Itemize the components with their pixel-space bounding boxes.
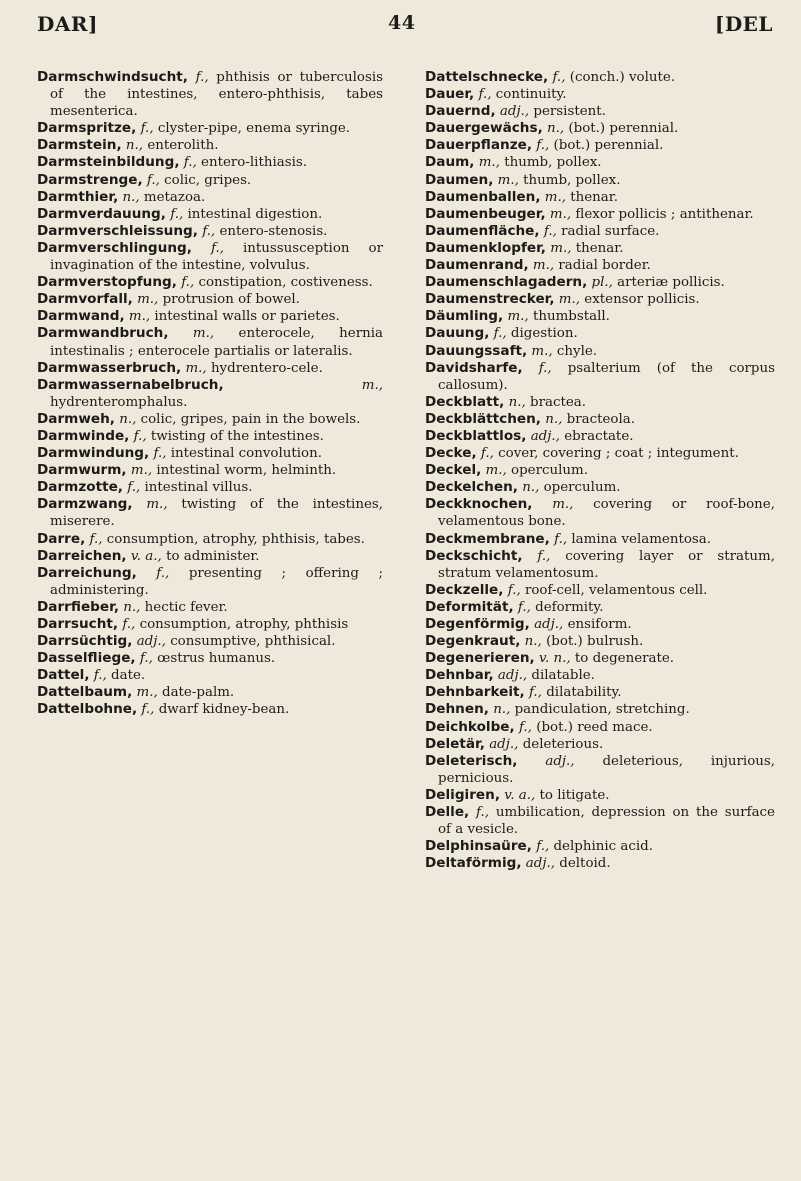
running-header-left: DAR] (37, 12, 98, 36)
entry-definition: flexor pollicis ; antithenar. (575, 206, 754, 222)
dictionary-entry (425, 616, 775, 633)
entry-headword: Darreichung, (37, 564, 137, 581)
entry-definition: lamina velamentosa. (571, 531, 712, 547)
entry-part-of-speech: adj., (136, 634, 166, 650)
dictionary-entry (425, 701, 775, 718)
entry-headword: Dattel, (37, 667, 90, 684)
dictionary-entry (37, 411, 383, 428)
entry-definition: psalterium (of the corpus callosum). (438, 360, 775, 393)
entry-part-of-speech: v. a., (504, 787, 536, 803)
entry-headword: Dehnbarkeit, (425, 684, 525, 701)
dictionary-entry (425, 86, 775, 103)
entry-definition: constipation, costiveness. (198, 275, 373, 291)
entry-part-of-speech: f., (537, 548, 551, 564)
entry-definition: entero-stenosis. (219, 223, 328, 239)
entry-definition: intestinal convolution. (170, 446, 322, 462)
entry-headword: Deckel, (425, 462, 482, 479)
dictionary-entry (425, 736, 775, 753)
entry-headword: Dauungssaft, (425, 342, 528, 359)
dictionary-entry (37, 137, 383, 154)
entry-part-of-speech: adj., (545, 753, 575, 769)
entry-part-of-speech: n., (522, 480, 540, 496)
entry-definition: to litigate. (539, 787, 610, 803)
entry-headword: Deleterisch, (425, 752, 518, 769)
entry-part-of-speech: adj., (530, 428, 560, 444)
entry-headword: Dasselfliege, (37, 650, 136, 667)
entry-part-of-speech: adj., (497, 668, 528, 684)
entry-part-of-speech: f., (536, 138, 550, 154)
dictionary-entry (37, 69, 383, 120)
dictionary-entry (37, 291, 383, 308)
entry-headword: Darreichen, (37, 547, 127, 564)
entry-headword: Darrsucht, (37, 616, 119, 632)
left-column (37, 69, 383, 719)
entry-part-of-speech: f., (89, 531, 103, 547)
entry-headword: Dattelbohne, (37, 701, 138, 718)
entry-part-of-speech: f., (210, 240, 224, 256)
entry-part-of-speech: n., (547, 121, 565, 137)
dictionary-entry (425, 667, 775, 684)
entry-definition: enterolith. (147, 138, 219, 154)
entry-headword: Deltaförmig, (425, 855, 522, 872)
entry-definition: cover, covering ; coat ; integument. (498, 446, 739, 462)
entry-headword: Däumling, (425, 308, 504, 325)
entry-headword: Daumenrand, (425, 257, 529, 274)
entry-headword: Darmverschlingung, (37, 239, 192, 256)
entry-definition: deformity. (535, 599, 604, 615)
right-column (425, 69, 775, 872)
dictionary-entry (37, 325, 383, 359)
entry-part-of-speech: f., (478, 87, 492, 103)
entry-definition: date. (111, 668, 146, 684)
entry-definition: ebractate. (564, 428, 634, 444)
entry-headword: Darmthier, (37, 188, 119, 205)
entry-part-of-speech: n., (125, 138, 144, 154)
entry-headword: Darmwurm, (37, 462, 127, 479)
entry-part-of-speech: f., (181, 275, 195, 291)
entry-definition: bracteola. (566, 411, 635, 427)
entry-headword: Dattelschnecke, (425, 69, 549, 85)
entry-part-of-speech: f., (518, 719, 532, 735)
entry-headword: Darrfieber, (37, 598, 119, 615)
dictionary-entry (425, 223, 775, 240)
entry-definition: intestinal worm, helminth. (156, 463, 337, 479)
dictionary-entry (425, 462, 775, 479)
entry-part-of-speech: adj., (525, 856, 556, 872)
entry-part-of-speech: m., (185, 360, 207, 376)
dictionary-entry (425, 633, 775, 650)
entry-part-of-speech: f., (476, 805, 490, 821)
entry-headword: Daumen, (425, 171, 494, 188)
entry-part-of-speech: f., (127, 480, 141, 496)
dictionary-entry (37, 496, 383, 530)
dictionary-entry (425, 172, 775, 189)
entry-part-of-speech: f., (507, 582, 521, 598)
dictionary-entry (37, 240, 383, 274)
dictionary-entry (37, 172, 383, 189)
entry-definition: deleterious, injurious, pernicious. (438, 753, 776, 786)
page-number: 44 (388, 12, 416, 34)
entry-headword: Deckelchen, (425, 479, 518, 496)
entry-definition: pandiculation, stretching. (514, 702, 690, 718)
entry-headword: Daumenfläche, (425, 222, 540, 239)
dictionary-entry (37, 445, 383, 462)
entry-part-of-speech: f., (133, 428, 147, 444)
entry-part-of-speech: m., (507, 309, 529, 325)
entry-part-of-speech: adj., (534, 617, 564, 632)
dictionary-entry (37, 120, 383, 137)
entry-headword: Dauer, (425, 86, 475, 103)
entry-part-of-speech: f., (538, 360, 552, 376)
entry-definition: dwarf kidney-bean. (158, 702, 290, 718)
entry-part-of-speech: f., (536, 839, 550, 855)
entry-part-of-speech: f., (93, 668, 107, 684)
entry-part-of-speech: f., (543, 223, 557, 239)
entry-definition: ensiform. (567, 617, 632, 632)
dictionary-entry (425, 684, 775, 701)
entry-definition: (conch.) volute. (569, 70, 676, 85)
entry-headword: Dehnbar, (425, 667, 494, 684)
entry-part-of-speech: f., (170, 206, 184, 222)
entry-headword: Darmspritze, (37, 120, 137, 137)
entry-headword: Dattelbaum, (37, 684, 133, 701)
entry-definition: deltoid. (559, 856, 611, 872)
entry-part-of-speech: m., (532, 258, 555, 274)
entry-definition: œstrus humanus. (157, 651, 276, 667)
dictionary-entry (37, 599, 383, 616)
entry-headword: Daumenballen, (425, 188, 541, 205)
running-header-right: [DEL (714, 12, 773, 36)
dictionary-entry (37, 633, 383, 650)
entry-definition: consumption, atrophy, phthisis (139, 617, 349, 632)
entry-definition: (bot.) perennial. (568, 121, 679, 137)
entry-definition: continuity. (495, 87, 567, 103)
entry-part-of-speech: f., (156, 565, 170, 581)
entry-definition: thumbstall. (532, 309, 610, 325)
entry-part-of-speech: m., (478, 155, 500, 171)
entry-definition: thenar. (575, 240, 624, 256)
entry-definition: intestinal digestion. (187, 206, 323, 222)
entry-definition: (bot.) perennial. (553, 138, 664, 154)
entry-headword: Degenkraut, (425, 633, 521, 650)
entry-part-of-speech: f., (183, 155, 197, 171)
entry-part-of-speech: m., (128, 309, 151, 325)
entry-definition: hectic fever. (144, 599, 228, 615)
entry-part-of-speech: n., (524, 634, 542, 650)
entry-headword: Daumenschlagadern, (425, 274, 588, 291)
dictionary-entry (37, 308, 383, 325)
entry-headword: Daum, (425, 154, 475, 171)
entry-part-of-speech: m., (361, 377, 383, 393)
entry-part-of-speech: n., (545, 411, 563, 427)
entry-definition: clyster-pipe, enema syringe. (157, 121, 351, 137)
entry-part-of-speech: m., (485, 463, 507, 479)
dictionary-entry (425, 548, 775, 582)
entry-headword: Deckschicht, (425, 547, 523, 564)
dictionary-entry (425, 479, 775, 496)
entry-definition: (bot.) reed mace. (536, 719, 653, 735)
entry-part-of-speech: m., (130, 463, 153, 479)
entry-headword: Darmwand, (37, 308, 125, 325)
entry-definition: arteriæ pollicis. (617, 275, 725, 291)
entry-headword: Dauergewächs, (425, 120, 543, 137)
entry-part-of-speech: f., (140, 121, 154, 137)
entry-part-of-speech: f., (139, 651, 153, 667)
entry-definition: dilatable. (531, 668, 595, 684)
dictionary-entry (425, 582, 775, 599)
entry-part-of-speech: f., (528, 685, 542, 701)
dictionary-entry (425, 69, 775, 86)
entry-headword: Dauung, (425, 325, 490, 342)
entry-headword: Delle, (425, 804, 470, 821)
dictionary-entry (425, 103, 775, 120)
entry-definition: enterocele, hernia intestinalis ; enterocele partialis or lateralis. (50, 326, 383, 359)
entry-part-of-speech: pl., (591, 275, 613, 291)
entry-definition: persistent. (533, 104, 606, 120)
entry-definition: delphinic acid. (553, 839, 653, 855)
entry-headword: Darrsüchtig, (37, 633, 133, 650)
entry-definition: date-palm. (162, 685, 235, 701)
dictionary-entry (37, 189, 383, 206)
entry-part-of-speech: f., (195, 70, 209, 85)
entry-definition: consumption, atrophy, phthisis, tabes. (106, 531, 365, 547)
dictionary-entry (425, 428, 775, 445)
dictionary-entry (425, 445, 775, 462)
entry-part-of-speech: m., (552, 497, 574, 513)
entry-headword: Deformität, (425, 598, 514, 615)
entry-part-of-speech: f., (122, 617, 136, 632)
dictionary-entry (37, 667, 383, 684)
entry-headword: Decke, (425, 445, 477, 462)
entry-headword: Dauerpflanze, (425, 137, 533, 154)
entry-definition: umbilication, depression on the surface of a vesicle. (438, 805, 775, 838)
entry-headword: Deckblattlos, (425, 427, 527, 444)
dictionary-entry (425, 291, 775, 308)
entry-headword: Dehnen, (425, 701, 489, 718)
entry-definition: to degenerate. (574, 651, 675, 667)
entry-part-of-speech: m., (137, 292, 159, 308)
entry-headword: Darmwasserbruch, (37, 359, 182, 376)
entry-definition: hydrentero-cele. (210, 360, 323, 376)
entry-part-of-speech: n., (122, 189, 140, 205)
dictionary-entry (425, 240, 775, 257)
dictionary-entry (37, 462, 383, 479)
entry-part-of-speech: v. n., (538, 651, 571, 667)
dictionary-entry (37, 565, 383, 599)
entry-definition: deleterious. (522, 736, 604, 752)
dictionary-entry (37, 223, 383, 240)
entry-headword: Darmstrenge, (37, 171, 143, 188)
entry-headword: Darmweh, (37, 410, 115, 427)
dictionary-entry (425, 154, 775, 171)
entry-definition: roof-cell, velamentous cell. (524, 582, 708, 598)
entry-part-of-speech: m., (497, 172, 519, 188)
entry-definition: intussusception or invagination of the intestine, volvulus. (50, 240, 384, 274)
entry-headword: Dauernd, (425, 103, 496, 120)
entry-headword: Darmverdauung, (37, 205, 166, 222)
entry-headword: Degenförmig, (425, 616, 530, 632)
entry-part-of-speech: n., (508, 394, 526, 410)
entry-definition: dilatability. (546, 685, 622, 701)
entry-part-of-speech: f., (141, 702, 155, 718)
entry-definition: intestinal walls or parietes. (154, 309, 340, 325)
entry-definition: intestinal villus. (144, 480, 253, 496)
entry-headword: Deckblättchen, (425, 410, 541, 427)
entry-part-of-speech: m., (558, 292, 581, 308)
entry-definition: thenar. (570, 189, 618, 205)
entry-definition: covering layer or stratum, stratum velamentosum. (438, 548, 775, 581)
entry-part-of-speech: m., (146, 497, 168, 513)
entry-part-of-speech: m., (550, 240, 572, 256)
dictionary-entry (425, 838, 775, 855)
entry-part-of-speech: f., (554, 531, 568, 547)
entry-part-of-speech: f., (493, 326, 507, 342)
entry-definition: protrusion of bowel. (162, 292, 300, 308)
entry-headword: Deckmembrane, (425, 530, 550, 547)
entry-headword: Daumenklopfer, (425, 239, 546, 256)
entry-definition: covering or roof-bone, velamentous bone. (438, 497, 775, 530)
dictionary-entry (37, 206, 383, 223)
dictionary-entry (425, 804, 775, 838)
entry-headword: Darre, (37, 530, 86, 547)
entry-headword: Darmwindung, (37, 445, 150, 462)
entry-definition: bractea. (530, 394, 587, 410)
dictionary-entry (425, 257, 775, 274)
dictionary-entry (37, 274, 383, 291)
dictionary-entry (425, 274, 775, 291)
entry-definition: metazoa. (143, 189, 206, 205)
entry-definition: thumb, pollex. (504, 155, 602, 171)
entry-part-of-speech: m., (192, 326, 215, 342)
dictionary-entry (425, 308, 775, 325)
dictionary-entry (425, 719, 775, 736)
dictionary-entry (425, 394, 775, 411)
dictionary-entry (37, 701, 383, 718)
entry-headword: Deckzelle, (425, 581, 504, 598)
dictionary-entry (425, 206, 775, 223)
entry-part-of-speech: m., (136, 685, 158, 701)
entry-part-of-speech: f., (480, 446, 494, 462)
dictionary-entry (37, 154, 383, 171)
entry-definition: phthisis or tuberculosis of the intestines, entero-phthisis, tabes mesenterica. (50, 70, 383, 120)
entry-part-of-speech: n., (123, 599, 141, 615)
entry-part-of-speech: adj., (499, 104, 530, 120)
dictionary-entry (425, 343, 775, 360)
dictionary-entry (425, 650, 775, 667)
entry-headword: Deligiren, (425, 786, 500, 803)
entry-headword: Delphinsaüre, (425, 838, 532, 855)
entry-headword: Darmstein, (37, 137, 122, 154)
entry-headword: Darmverschleissung, (37, 222, 198, 239)
entry-definition: presenting ; offering ; administering. (50, 565, 384, 598)
dictionary-entry (37, 360, 383, 377)
entry-definition: radial border. (558, 258, 651, 274)
dictionary-entry (425, 411, 775, 428)
entry-headword: Deletär, (425, 735, 485, 752)
entry-headword: Darmschwindsucht, (37, 69, 188, 85)
dictionary-entry (425, 753, 775, 787)
entry-headword: Darmvorfall, (37, 291, 133, 308)
dictionary-entry (37, 428, 383, 445)
entry-headword: Darmwinde, (37, 427, 130, 444)
entry-part-of-speech: f., (146, 172, 160, 188)
entry-headword: Davidsharfe, (425, 359, 523, 376)
entry-definition: hydrenteromphalus. (50, 394, 188, 410)
entry-headword: Darmzwang, (37, 496, 133, 513)
entry-definition: twisting of the intestines, miserere. (50, 497, 384, 530)
entry-definition: thumb, pollex. (523, 172, 621, 188)
entry-definition: consumptive, phthisical. (170, 634, 336, 650)
dictionary-entry (37, 548, 383, 565)
entry-definition: operculum. (543, 480, 621, 496)
dictionary-entry (425, 189, 775, 206)
entry-definition: twisting of the intestines. (150, 428, 324, 444)
entry-headword: Daumenstrecker, (425, 291, 555, 308)
entry-headword: Deckblatt, (425, 393, 505, 410)
dictionary-entry (425, 496, 775, 530)
entry-definition: operculum. (511, 463, 588, 479)
entry-part-of-speech: n., (119, 411, 137, 427)
entry-part-of-speech: f., (517, 599, 531, 615)
dictionary-entry (37, 684, 383, 701)
entry-definition: (bot.) bulrush. (546, 634, 644, 650)
entry-definition: radial surface. (561, 223, 660, 239)
entry-headword: Darmverstopfung, (37, 274, 177, 291)
entry-part-of-speech: m., (549, 206, 572, 222)
dictionary-entry (37, 377, 383, 411)
dictionary-entry (425, 531, 775, 548)
entry-part-of-speech: m., (531, 343, 553, 359)
entry-part-of-speech: f., (153, 446, 167, 462)
entry-part-of-speech: v. a., (130, 548, 162, 564)
dictionary-entry (37, 531, 383, 548)
entry-part-of-speech: adj., (489, 736, 519, 752)
dictionary-entry (425, 855, 775, 872)
dictionary-entry (425, 325, 775, 342)
entry-headword: Darmzotte, (37, 479, 123, 496)
entry-definition: extensor pollicis. (584, 292, 700, 308)
dictionary-entry (425, 120, 775, 137)
entry-headword: Darmwandbruch, (37, 325, 169, 342)
entry-headword: Deichkolbe, (425, 718, 515, 735)
entry-definition: chyle. (556, 343, 598, 359)
entry-headword: Darmwassernabelbruch, (37, 376, 224, 393)
dictionary-entry (425, 787, 775, 804)
entry-part-of-speech: f., (552, 70, 566, 85)
entry-headword: Degenerieren, (425, 650, 535, 667)
entry-headword: Deckknochen, (425, 496, 533, 513)
entry-definition: colic, gripes, pain in the bowels. (140, 411, 361, 427)
dictionary-entry (37, 616, 383, 633)
entry-definition: entero-lithiasis. (201, 155, 308, 171)
entry-definition: digestion. (510, 326, 578, 342)
entry-part-of-speech: n., (493, 702, 511, 718)
entry-definition: colic, gripes. (164, 172, 252, 188)
dictionary-entry (425, 599, 775, 616)
dictionary-entry (425, 137, 775, 154)
entry-part-of-speech: f., (202, 223, 216, 239)
entry-headword: Daumenbeuger, (425, 205, 546, 222)
dictionary-entry (425, 360, 775, 394)
entry-headword: Darmsteinbildung, (37, 154, 180, 171)
dictionary-entry (37, 479, 383, 496)
entry-part-of-speech: m., (544, 189, 566, 205)
entry-definition: to administer. (166, 548, 260, 564)
dictionary-entry (37, 650, 383, 667)
